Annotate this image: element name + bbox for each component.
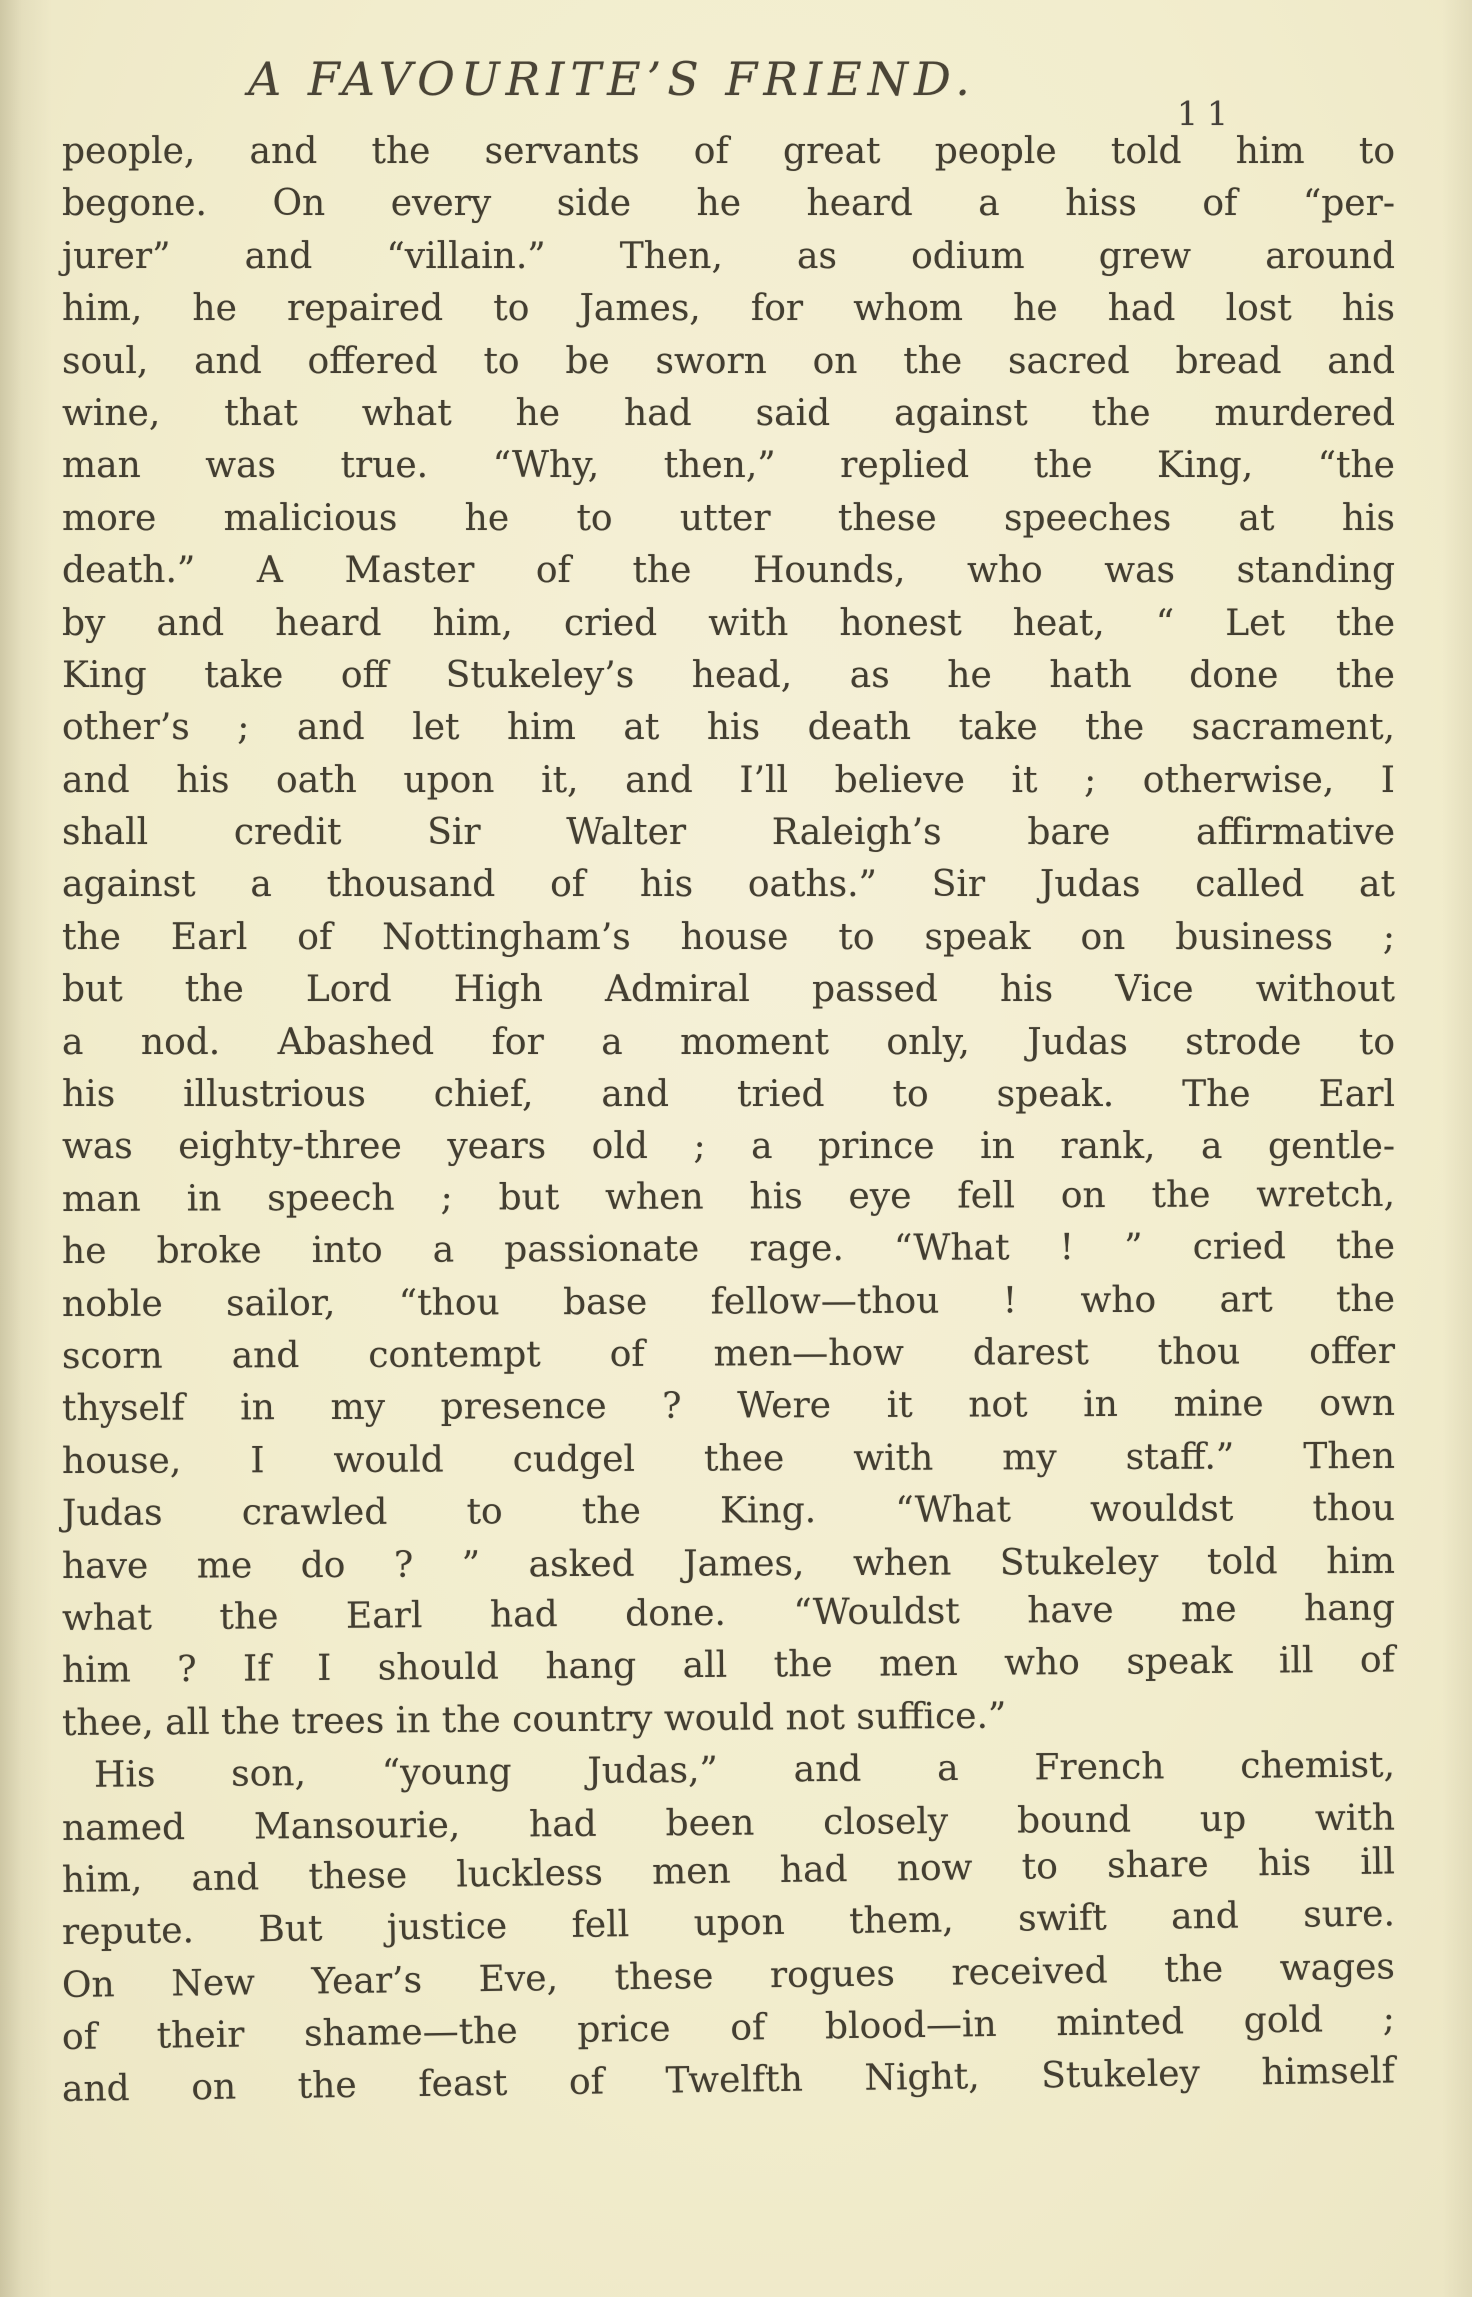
page-title: A FAVOURITE’S FRIEND. (248, 52, 976, 106)
text-line: thyself in my presence ? Were it not in mine own (61, 1383, 1396, 1430)
text-line: thee, all the trees in the country would not suffice.” (61, 1695, 1007, 1744)
text-line: death.” A Master of the Hounds, who was standing (62, 550, 1395, 592)
text-line: was eighty-three years old ; a prince in rank, a gentle- (62, 1126, 1395, 1168)
text-line: soul, and offered to be sworn on the sacred bread and (62, 340, 1395, 382)
page-text (62, 126, 1395, 2117)
text-line: house, I would cudgel thee with my staff.” Then (61, 1435, 1396, 1482)
text-line: On New Year’s Eve, these rogues received the wages (61, 1946, 1396, 2006)
text-line: noble sailor, “thou base fellow—thou ! who art the (61, 1278, 1396, 1325)
text-line: King take off Stukeley’s head, as he hath done the (62, 654, 1395, 696)
text-line: shall credit Sir Walter Raleigh’s bare affirmative (62, 812, 1395, 854)
text-line: by and heard him, cried with honest heat, “ Let the (62, 602, 1395, 644)
text-line: have me do ? ” asked James, when Stukeley told him (61, 1540, 1396, 1587)
text-line: but the Lord High Admiral passed his Vice without (62, 969, 1395, 1011)
text-line: man in speech ; but when his eye fell on the wretch, (61, 1173, 1396, 1220)
text-line: and on the feast of Twelfth Night, Stukeley himself (61, 2050, 1396, 2111)
text-line: against a thousand of his oaths.” Sir Judas called at (62, 864, 1395, 906)
text-line: jurer” and “villain.” Then, as odium grew around (62, 235, 1395, 277)
text-line: the Earl of Nottingham’s house to speak on business ; (62, 916, 1395, 958)
text-line: Judas crawled to the King. “What wouldst thou (61, 1488, 1396, 1535)
text-line: named Mansourie, had been closely bound up with (61, 1797, 1396, 1849)
text-line: other’s ; and let him at his death take the sacrament, (62, 707, 1395, 749)
text-line: his illustrious chief, and tried to speak. The Earl (62, 1074, 1395, 1116)
text-line: him, he repaired to James, for whom he had lost his (62, 288, 1395, 330)
text-line: and his oath upon it, and I’ll believe it ; otherwise, I (62, 759, 1395, 801)
page-number: 11 (1177, 94, 1237, 133)
text-line: he broke into a passionate rage. “What ! ” cried the (61, 1226, 1396, 1273)
text-line: a nod. Abashed for a moment only, Judas strode to (62, 1021, 1395, 1063)
text-line: him ? If I should hang all the men who speak ill of (61, 1639, 1396, 1692)
running-header (62, 52, 1395, 133)
text-line: him, and these luckless men had now to share his ill (61, 1841, 1396, 1901)
text-line: repute. But justice fell upon them, swift and sure. (61, 1893, 1396, 1954)
text-line: man was true. “Why, then,” replied the King, “the (62, 445, 1395, 487)
text-line: people, and the servants of great people told him to (62, 131, 1395, 172)
text-line: His son, “young Judas,” and a French chemist, (93, 1744, 1396, 1796)
text-line: what the Earl had done. “Wouldst have me hang (61, 1587, 1396, 1639)
text-line: wine, that what he had said against the murdered (62, 392, 1395, 434)
text-line: scorn and contempt of men—how darest thou offer (61, 1330, 1396, 1377)
text-line: more malicious he to utter these speeches at his (62, 497, 1395, 539)
text-line: of their shame—the price of blood—in minted gold ; (61, 1998, 1396, 2059)
text-line: begone. On every side he heard a hiss of “per- (62, 183, 1395, 225)
